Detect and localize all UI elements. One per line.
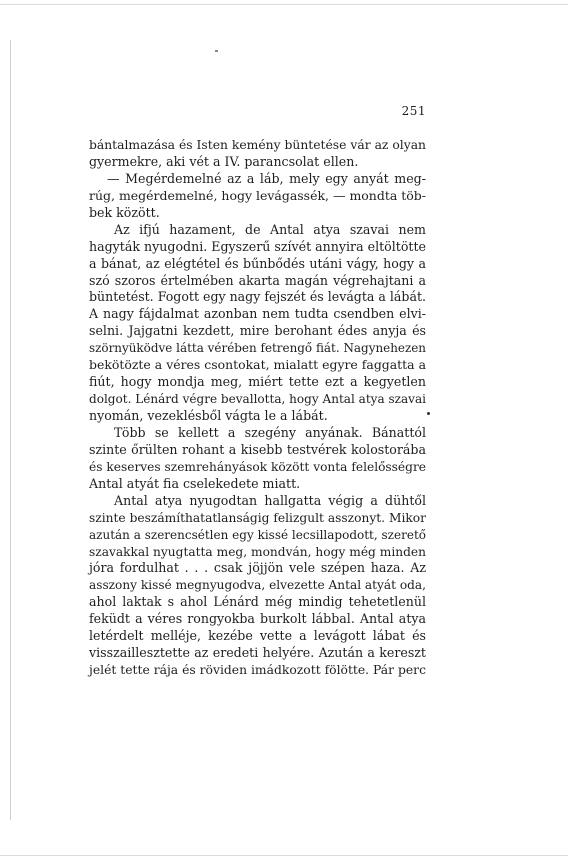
body-text bbox=[89, 137, 426, 679]
text-line: Antal atyát fia cselekedete miatt. bbox=[89, 475, 301, 491]
text-line: asszony kissé megnyugodva, elvezette Antal atyát oda, bbox=[89, 578, 426, 593]
text-line: rúg, megérdemelné, hogy levágassék, — mondta töb- bbox=[89, 187, 426, 203]
text-line: szörnyüködve látta vérében fetrengő fiát. Nagynehezen bbox=[89, 341, 426, 356]
text-line: és keserves szemrehányások között vonta felelősségre bbox=[89, 459, 426, 474]
text-line: visszaillesztette az eredeti helyére. Azután a kereszt bbox=[89, 645, 426, 661]
text-line: letérdelt melléje, kezébe vette a levágott lábat és bbox=[89, 628, 426, 644]
text-line: a bánat, az elégtétel és bűnbődés utáni vágy, hogy a bbox=[89, 255, 426, 271]
text-line: bek között. bbox=[89, 204, 160, 220]
text-line: gyermekre, aki vét a IV. parancsolat ellen. bbox=[89, 153, 359, 169]
text-line: — Megérdemelné az a láb, mely egy anyát meg- bbox=[107, 170, 426, 186]
scan-edge-bottom bbox=[0, 855, 568, 856]
scan-edge-left bbox=[10, 40, 11, 820]
text-line: dolgot. Lénárd végre bevallotta, hogy Antal atya szavai bbox=[89, 392, 426, 407]
text-line: nyomán, vezeklésből vágta le a lábát. bbox=[89, 408, 328, 423]
text-line: hagyták nyugodni. Egyszerű szívét annyira eltöltötte bbox=[89, 238, 426, 254]
text-line: Antal atya nyugodtan hallgatta végig a dühtől bbox=[114, 492, 426, 508]
text-line: szó szoros értelmében akarta magán végrehajtani a bbox=[89, 272, 426, 288]
text-line: szinte őrülten rohant a kisebb testvérek kolostorába bbox=[89, 441, 426, 457]
text-line: bekötözte a véres csontokat, mialatt egyre faggatta a bbox=[89, 357, 426, 373]
text-line: Az ifjú hazament, de Antal atya szavai nem bbox=[114, 221, 426, 237]
scan-edge-top bbox=[0, 4, 568, 5]
text-line: ahol laktak s ahol Lénárd még mindig tehetetlenül bbox=[89, 594, 426, 610]
text-line: szinte beszámíthatatlanságig felizgult asszonyt. Mikor bbox=[89, 510, 426, 525]
text-line: jóra fordulhat . . . csak jöjjön vele szépen haza. Az bbox=[89, 560, 426, 576]
text-line: jelét tette rája és röviden imádkozott fölötte. Pár perc bbox=[89, 663, 426, 678]
scan-mark bbox=[215, 50, 218, 52]
ink-speck bbox=[427, 412, 430, 415]
text-line: Több se kellett a szegény anyának. Bánattól bbox=[114, 424, 426, 440]
text-line: A nagy fájdalmat azonban nem tudta csendben elvi- bbox=[89, 306, 426, 322]
text-line: azután a szerencsétlen egy kissé lecsillapodott, szerető bbox=[89, 527, 426, 542]
text-line: fiút, hogy mondja meg, miért tette ezt a kegyetlen bbox=[89, 374, 426, 390]
page-number: 251 bbox=[401, 104, 426, 118]
text-line: selni. Jajgatni kezdett, mire berohant édes anyja és bbox=[89, 323, 426, 339]
text-line: szavakkal nyugtatta meg, mondván, hogy még minden bbox=[89, 544, 426, 559]
text-line: bántalmazása és Isten kemény büntetése vár az olyan bbox=[89, 138, 426, 152]
text-line: feküdt a véres rongyokba burkolt lábbal. Antal atya bbox=[89, 611, 426, 627]
text-line: büntetést. Fogott egy nagy fejszét és levágta a lábát. bbox=[89, 289, 426, 305]
